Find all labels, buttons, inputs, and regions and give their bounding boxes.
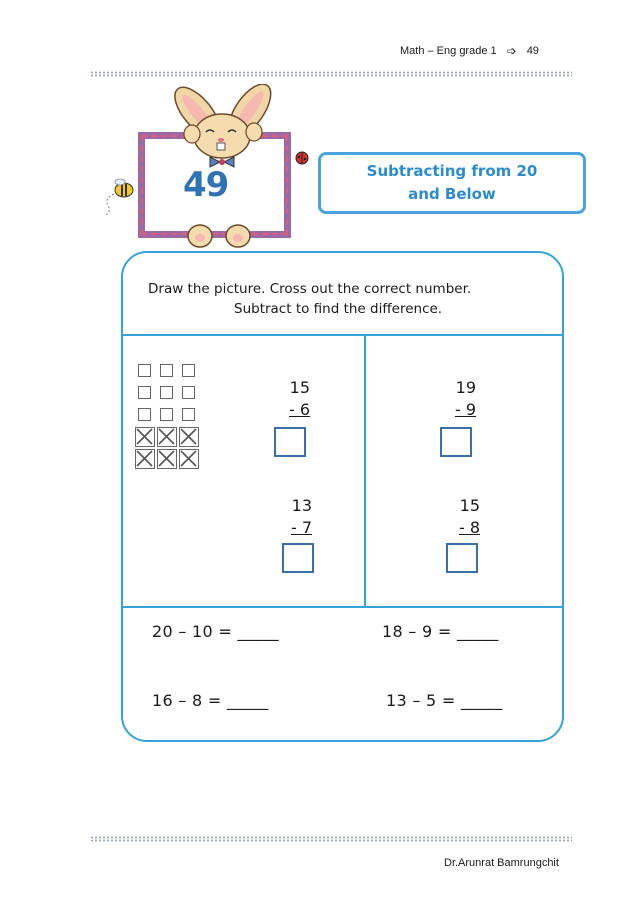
problem-3-subtrahend: - 7 bbox=[290, 518, 312, 537]
drawing-square bbox=[182, 386, 195, 399]
instructions bbox=[148, 279, 471, 319]
drawing-square bbox=[179, 449, 199, 469]
equation-4[interactable]: 13 – 5 = _____ bbox=[386, 691, 503, 710]
bee-icon bbox=[98, 178, 138, 218]
problem-4-subtrahend: - 8 bbox=[458, 518, 480, 537]
arrow-right-icon: ➩ bbox=[506, 44, 517, 58]
lesson-title-line1: Subtracting from 20 bbox=[366, 162, 538, 180]
cross-out-icon bbox=[136, 428, 153, 445]
column-divider bbox=[364, 335, 366, 607]
drawing-square bbox=[157, 449, 177, 469]
drawing-square bbox=[138, 408, 151, 421]
bottom-dotted-rule bbox=[90, 836, 572, 842]
top-dotted-rule bbox=[90, 71, 572, 77]
problem-4-minuend: 15 bbox=[459, 496, 480, 515]
problem-2-subtrahend: - 9 bbox=[454, 400, 476, 419]
problem-1 bbox=[270, 377, 310, 421]
cross-out-icon bbox=[180, 450, 197, 467]
lesson-number: 49 bbox=[183, 165, 229, 205]
cross-out-icon bbox=[158, 450, 175, 467]
equations-divider bbox=[121, 606, 564, 608]
equation-2[interactable]: 18 – 9 = _____ bbox=[382, 622, 499, 641]
cross-out-icon bbox=[136, 450, 153, 467]
drawing-square bbox=[160, 386, 173, 399]
drawing-square bbox=[157, 427, 177, 447]
problem-4 bbox=[444, 495, 480, 539]
drawing-square bbox=[182, 408, 195, 421]
drawing-square bbox=[179, 427, 199, 447]
instructions-line1: Draw the picture. Cross out the correct number. bbox=[148, 281, 472, 297]
lesson-title-box bbox=[318, 152, 586, 214]
drawing-square bbox=[138, 364, 151, 377]
answer-box-4[interactable] bbox=[446, 543, 478, 573]
drawing-square bbox=[135, 427, 155, 447]
instructions-divider bbox=[121, 334, 564, 336]
drawing-square bbox=[182, 364, 195, 377]
ladybug-icon bbox=[292, 148, 312, 168]
header-subject: Math – Eng grade 1 bbox=[400, 45, 497, 57]
problem-2-minuend: 19 bbox=[455, 378, 476, 397]
header-page-number: 49 bbox=[526, 45, 539, 57]
cross-out-icon bbox=[158, 428, 175, 445]
answer-box-3[interactable] bbox=[282, 543, 314, 573]
drawing-square bbox=[160, 408, 173, 421]
footer-author: Dr.Arunrat Bamrungchit bbox=[444, 857, 559, 869]
instructions-line2: Subtract to find the difference. bbox=[234, 301, 443, 317]
problem-1-subtrahend: - 6 bbox=[288, 400, 310, 419]
problem-1-minuend: 15 bbox=[289, 378, 310, 397]
drawing-square bbox=[160, 364, 173, 377]
equation-3[interactable]: 16 – 8 = _____ bbox=[152, 691, 269, 710]
lesson-title-line2: and Below bbox=[408, 185, 496, 203]
problem-2 bbox=[434, 377, 476, 421]
worksheet-box bbox=[121, 251, 564, 742]
answer-box-1[interactable] bbox=[274, 427, 306, 457]
page-header bbox=[400, 44, 580, 58]
equation-1[interactable]: 20 – 10 = _____ bbox=[152, 622, 279, 641]
cross-out-icon bbox=[180, 428, 197, 445]
problem-3-minuend: 13 bbox=[291, 496, 312, 515]
drawing-square bbox=[138, 386, 151, 399]
answer-box-2[interactable] bbox=[440, 427, 472, 457]
problem-3 bbox=[278, 495, 312, 539]
drawing-square bbox=[135, 449, 155, 469]
